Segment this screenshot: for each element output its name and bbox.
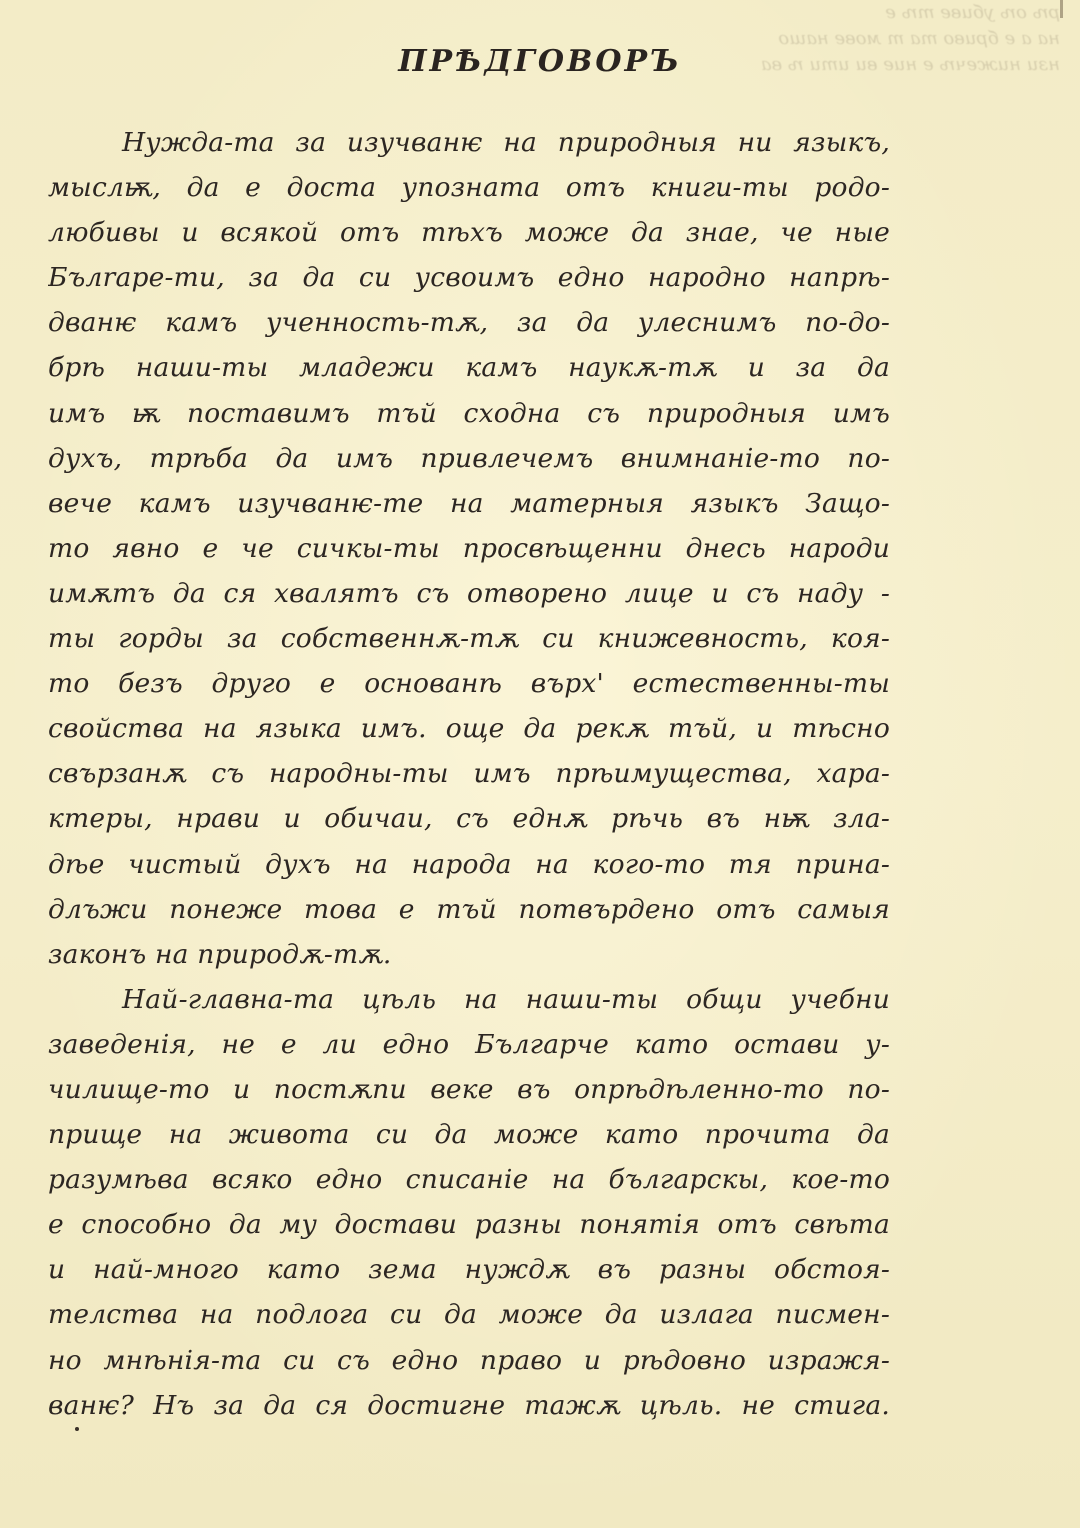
text-line: духъ, трѣба да имъ привлечемъ внимнаніе-то по- <box>48 442 890 474</box>
bleed-line: на а е бриво та т мове нашо <box>778 28 1060 49</box>
text-line: Бълrаре-ти, за да си усвоимъ едно народно напрѣ- <box>48 262 890 294</box>
text-line: ванѥ? Нъ за да ся достигне тажѫ цѣль. не стига. <box>48 1389 890 1421</box>
text-line: свойства на языка имъ. още да рекѫ тъй, и тѣсно <box>48 713 890 745</box>
text-line: прище на живота си да може като прочита да <box>48 1119 890 1151</box>
text-line: то явно е че сичкы-ты просвѣщенни днесь народи <box>48 532 890 564</box>
paragraph-1 <box>48 120 890 977</box>
margin-mark <box>1060 0 1063 18</box>
bleed-line: нзи нижечѣ е ние ви ити ѣ ва <box>760 54 1060 75</box>
bleed-line: рѣ оѣ убиве тѣ е <box>885 2 1060 23</box>
text-line: законъ на природѫ-тѫ. <box>48 938 392 970</box>
paragraph-2 <box>48 977 890 1428</box>
text-line: и най-много като зема нуждѫ въ разны обстоя- <box>48 1254 890 1286</box>
text-line: но мнѣнія-та си съ едно право и рѣдовно изражя- <box>48 1344 890 1376</box>
text-line: длъжи понеже това е тъй потвърдено отъ самыя <box>48 893 890 925</box>
text-line: ты горды за собственнѫ-тѫ си книжевность, коя- <box>48 623 890 655</box>
body-text <box>48 120 890 1428</box>
text-line: телства на подлога си да може да излага писмен- <box>48 1299 890 1331</box>
text-line: то безъ друго е основанѣ върх' естественны-ты <box>48 668 890 700</box>
text-line: мыслѭ, да е доста упознатa отъ книги-ты родо- <box>48 172 890 204</box>
text-line: Нужда-та за изучванѥ на природныя ни языкъ, <box>122 127 890 158</box>
text-line: брѣ наши-ты младежи камъ наукѫ-тѫ и за да <box>48 352 890 384</box>
text-line: свързанѫ съ народны-ты имъ прѣимущества, хара- <box>48 758 890 790</box>
text-line: имъ ѭ поставимъ тъй сходна съ природныя имъ <box>48 397 890 429</box>
text-line: чилище-то и постѫпи веке въ опрѣдѣленно-то по- <box>48 1073 890 1105</box>
text-line: дванѥ камъ ученность-тѫ, за да улеснимъ по-до- <box>48 307 890 339</box>
text-line: Най-главна-та цѣль на наши-ты общи учебни <box>122 983 890 1015</box>
text-line: любивы и всякой отъ тѣхъ може да знае, че ныe <box>48 217 890 249</box>
text-line: дѣе чистый духъ на народа на кого-то тя прина- <box>48 848 890 880</box>
ink-spot <box>75 1427 79 1431</box>
text-line: ктеры, нрави и обичаи, съ еднѫ рѣчь въ нѭ зла- <box>48 803 890 835</box>
text-line: имѫтъ да ся хвалятъ съ отворено лице и съ наду - <box>48 577 890 609</box>
text-line: е способно да му достави разны понятія отъ свѣта <box>48 1209 890 1241</box>
text-line: вече камъ изучванѥ-те на матерныя языкъ Защо- <box>48 487 890 519</box>
text-line: заведенія, не е ли едно Българче като остави у- <box>48 1028 890 1060</box>
page-heading: ПРѢДГОВОРЪ <box>398 44 682 79</box>
text-line: разумѣва всяко едно списаніе на българскы, кое-то <box>48 1164 890 1196</box>
